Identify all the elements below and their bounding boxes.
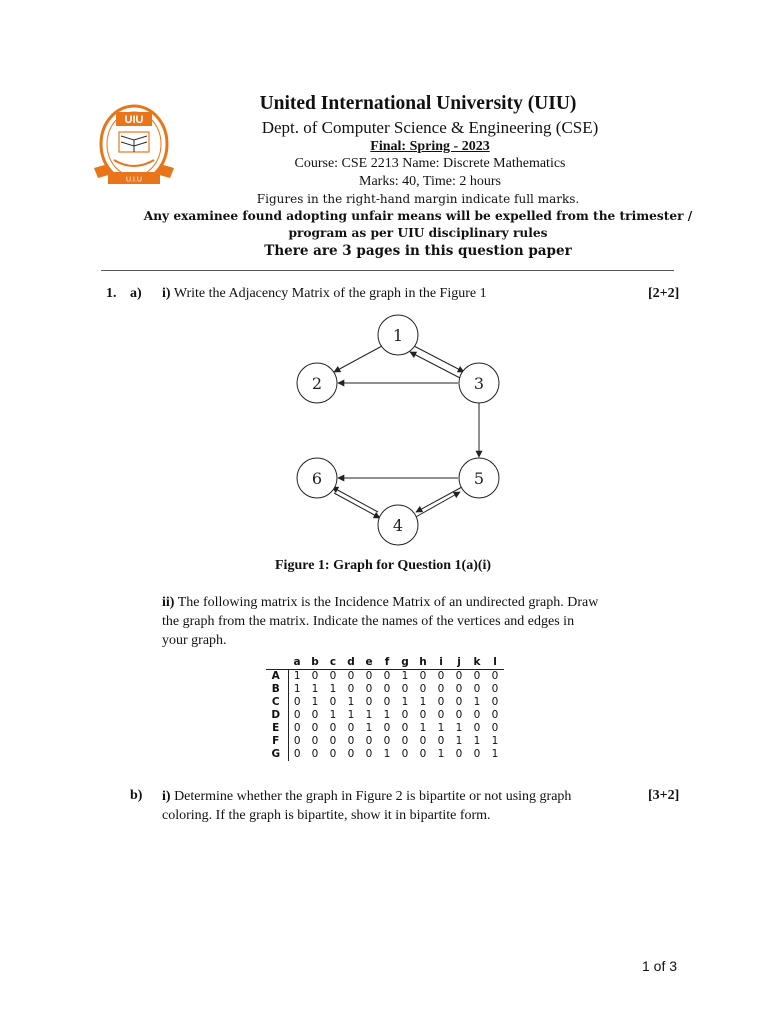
matrix-cell: 0 — [365, 748, 373, 760]
node-label: 6 — [311, 469, 323, 488]
matrix-column-header: g — [396, 656, 414, 670]
matrix-cell: 0 — [347, 748, 355, 760]
unfair-warning-line2: program as per UIU disciplinary rules — [288, 226, 548, 240]
unfair-warning-line1: Any examinee found adopting unfair means will be expelled from the trimester / — [143, 209, 693, 223]
matrix-column-header: b — [306, 656, 324, 670]
figure-1-graph — [280, 305, 520, 550]
part-a-i-text: i) Write the Adjacency Matrix of the graph in the Figure 1 — [162, 286, 487, 301]
matrix-cell: 1 — [311, 696, 319, 708]
department: Dept. of Computer Science & Engineering (CSE) — [261, 118, 599, 137]
matrix-cell: 0 — [311, 670, 319, 682]
part-b-i-text: i) Determine whether the graph in Figure 2 is bipartite or not using graph coloring. If the graph is bipartite, show it in bipartite form. — [162, 789, 572, 823]
matrix-cell: 0 — [347, 735, 355, 747]
matrix-cell: 1 — [329, 709, 337, 721]
edge-1-2 — [334, 346, 382, 372]
matrix-cell: 0 — [293, 735, 301, 747]
matrix-row — [266, 748, 504, 761]
matrix-cell: 0 — [455, 670, 463, 682]
figure-1-caption: Figure 1: Graph for Question 1(a)(i) — [275, 558, 492, 573]
matrix-cell: 0 — [347, 722, 355, 734]
matrix-cell: 1 — [383, 748, 391, 760]
matrix-row — [266, 670, 504, 684]
matrix-cell: 0 — [311, 709, 319, 721]
edge-5-4 — [416, 487, 462, 512]
matrix-cell: 0 — [419, 670, 427, 682]
part-a-ii-text: ii) The following matrix is the Incidence Matrix of an undirected graph. Draw the graph from the matrix. Indicate the names of the vertices and edges in your graph. — [162, 595, 599, 648]
matrix-cell: 1 — [293, 670, 301, 682]
matrix-cell: 0 — [401, 709, 409, 721]
matrix-cell: 0 — [473, 722, 481, 734]
matrix-cell: 0 — [455, 683, 463, 695]
pages-note: There are 3 pages in this question paper — [264, 243, 572, 259]
matrix-column-header: a — [288, 656, 306, 670]
marks-line: Marks: 40, Time: 2 hours — [359, 174, 501, 189]
matrix-cell: 1 — [491, 735, 499, 747]
matrix-cell: 1 — [473, 735, 481, 747]
matrix-row-label: F — [266, 735, 288, 748]
part-b-label: b) — [130, 788, 143, 803]
matrix-cell: 0 — [365, 683, 373, 695]
matrix-cell: 0 — [473, 683, 481, 695]
matrix-cell: 0 — [293, 696, 301, 708]
matrix-cell: 0 — [311, 735, 319, 747]
matrix-cell: 0 — [401, 722, 409, 734]
matrix-row-label: D — [266, 709, 288, 722]
exam-title: Final: Spring - 2023 — [370, 139, 490, 154]
matrix-cell: 0 — [383, 670, 391, 682]
node-label: 1 — [392, 326, 404, 345]
matrix-row-label: B — [266, 683, 288, 696]
matrix-cell: 0 — [455, 696, 463, 708]
matrix-cell: 0 — [329, 748, 337, 760]
matrix-column-header: e — [360, 656, 378, 670]
edge-4-5 — [414, 492, 460, 518]
edge-4-6 — [332, 487, 378, 512]
page-number: 1 of 3 — [642, 958, 678, 974]
matrix-cell: 0 — [365, 670, 373, 682]
matrix-cell: 1 — [329, 683, 337, 695]
edge-1-3 — [414, 346, 464, 372]
matrix-cell: 1 — [347, 709, 355, 721]
matrix-row — [266, 696, 504, 709]
matrix-column-header: f — [378, 656, 396, 670]
matrix-cell: 0 — [437, 696, 445, 708]
matrix-cell: 0 — [455, 709, 463, 721]
matrix-cell: 0 — [329, 735, 337, 747]
matrix-cell: 0 — [293, 709, 301, 721]
matrix-column-header: k — [468, 656, 486, 670]
matrix-cell: 1 — [437, 748, 445, 760]
matrix-row — [266, 709, 504, 722]
matrix-cell: 0 — [437, 735, 445, 747]
node-label: 4 — [392, 516, 404, 535]
matrix-row-label: G — [266, 748, 288, 761]
matrix-cell: 0 — [311, 748, 319, 760]
matrix-cell: 1 — [473, 696, 481, 708]
matrix-cell: 0 — [491, 683, 499, 695]
matrix-cell: 0 — [401, 683, 409, 695]
matrix-row-label: A — [266, 670, 288, 684]
part-a-marks: [2+2] — [648, 286, 680, 301]
matrix-cell: 0 — [473, 709, 481, 721]
matrix-row — [266, 683, 504, 696]
matrix-cell: 0 — [401, 735, 409, 747]
matrix-cell: 0 — [293, 748, 301, 760]
matrix-cell: 0 — [383, 735, 391, 747]
matrix-cell: 0 — [329, 722, 337, 734]
matrix-cell: 0 — [293, 722, 301, 734]
matrix-column-header: j — [450, 656, 468, 670]
matrix-cell: 0 — [383, 683, 391, 695]
matrix-cell: 0 — [365, 696, 373, 708]
matrix-cell: 0 — [401, 748, 409, 760]
matrix-cell: 0 — [329, 696, 337, 708]
matrix-cell: 1 — [455, 735, 463, 747]
matrix-row-label: C — [266, 696, 288, 709]
matrix-column-header: c — [324, 656, 342, 670]
matrix-cell: 1 — [491, 748, 499, 760]
matrix-cell: 1 — [293, 683, 301, 695]
incidence-matrix — [266, 656, 504, 761]
matrix-cell: 0 — [473, 748, 481, 760]
node-label: 3 — [473, 374, 485, 393]
matrix-cell: 0 — [419, 709, 427, 721]
matrix-cell: 0 — [347, 683, 355, 695]
matrix-cell: 0 — [491, 670, 499, 682]
matrix-cell: 1 — [419, 722, 427, 734]
matrix-cell: 1 — [365, 709, 373, 721]
matrix-cell: 0 — [491, 722, 499, 734]
matrix-cell: 0 — [419, 748, 427, 760]
matrix-cell: 0 — [437, 670, 445, 682]
matrix-cell: 0 — [311, 722, 319, 734]
matrix-cell: 1 — [383, 709, 391, 721]
matrix-row-label: E — [266, 722, 288, 735]
matrix-column-header: i — [432, 656, 450, 670]
node-label: 2 — [311, 374, 323, 393]
matrix-cell: 0 — [329, 670, 337, 682]
matrix-cell: 0 — [347, 670, 355, 682]
matrix-cell: 1 — [365, 722, 373, 734]
university-title: United International University (UIU) — [259, 93, 577, 114]
matrix-cell: 0 — [437, 683, 445, 695]
matrix-cell: 0 — [419, 735, 427, 747]
matrix-column-header: l — [486, 656, 504, 670]
question-number: 1. — [106, 286, 117, 301]
matrix-cell: 0 — [473, 670, 481, 682]
matrix-cell: 0 — [491, 696, 499, 708]
svg-text:U.I.U: U.I.U — [126, 176, 142, 184]
matrix-cell: 0 — [383, 696, 391, 708]
margin-note: Figures in the right-hand margin indicate full marks. — [256, 192, 580, 206]
matrix-cell: 0 — [383, 722, 391, 734]
course-line: Course: CSE 2213 Name: Discrete Mathematics — [294, 156, 566, 171]
matrix-column-header: h — [414, 656, 432, 670]
matrix-cell: 1 — [437, 722, 445, 734]
matrix-row — [266, 735, 504, 748]
edge-6-4 — [334, 493, 380, 518]
matrix-row — [266, 722, 504, 735]
matrix-cell: 1 — [401, 696, 409, 708]
matrix-cell: 0 — [419, 683, 427, 695]
matrix-cell: 1 — [401, 670, 409, 682]
matrix-cell: 1 — [347, 696, 355, 708]
matrix-cell: 1 — [419, 696, 427, 708]
matrix-cell: 1 — [311, 683, 319, 695]
matrix-cell: 0 — [455, 748, 463, 760]
matrix-cell: 1 — [455, 722, 463, 734]
svg-text:UIU: UIU — [124, 114, 144, 126]
edge-3-1 — [410, 352, 460, 378]
matrix-cell: 0 — [365, 735, 373, 747]
header-divider — [101, 270, 674, 271]
part-a-label: a) — [130, 286, 142, 301]
node-label: 5 — [473, 469, 485, 488]
part-b-marks: [3+2] — [648, 788, 680, 803]
matrix-cell: 0 — [491, 709, 499, 721]
matrix-column-header: d — [342, 656, 360, 670]
matrix-cell: 0 — [437, 709, 445, 721]
